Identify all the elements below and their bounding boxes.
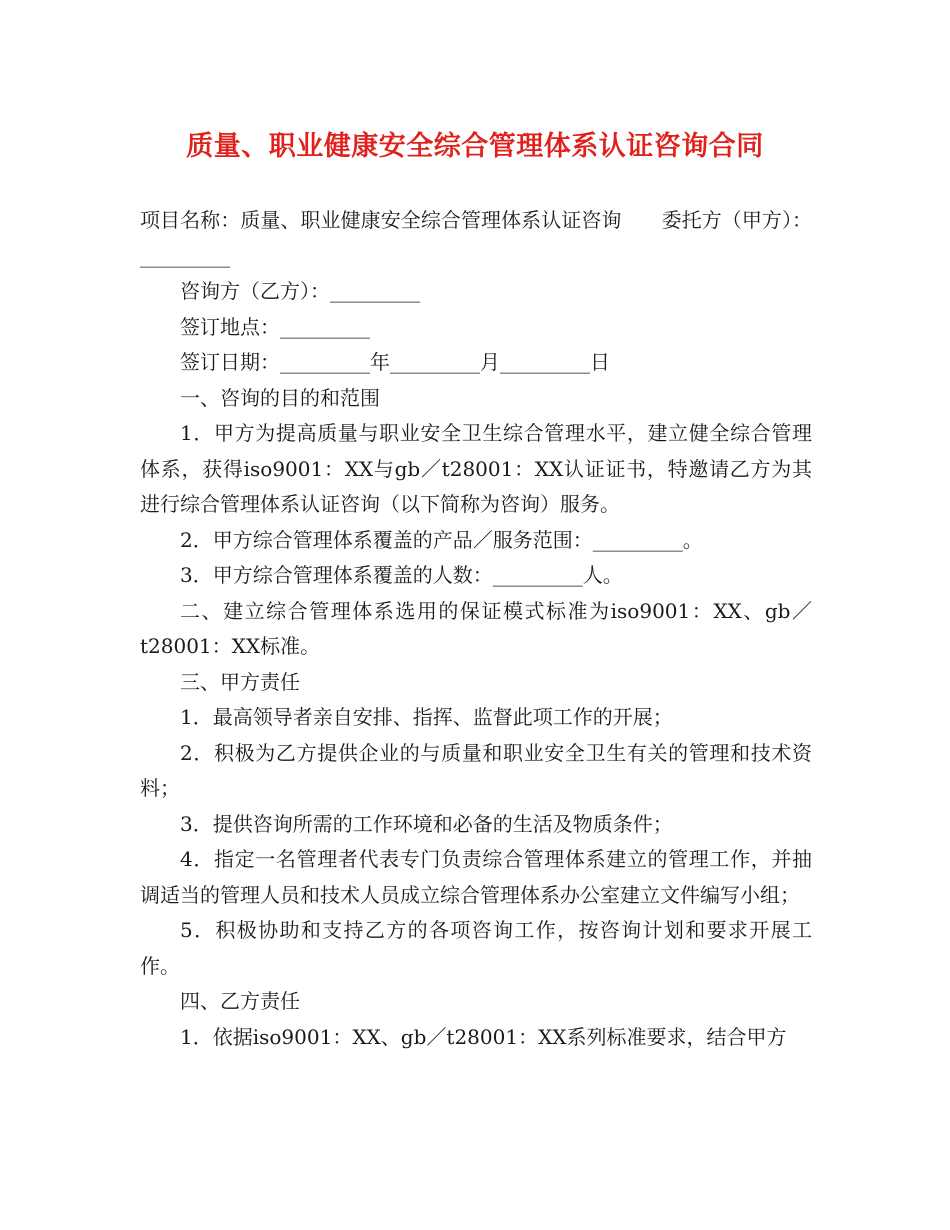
paragraph-4-1: 1．依据iso9001：XX、gb／t28001：XX系列标准要求，结合甲方 <box>180 1024 787 1049</box>
section-heading-3: 三、甲方责任 <box>180 669 300 694</box>
paragraph-1-2: 2．甲方综合管理体系覆盖的产品／服务范围：_________。 <box>180 527 703 552</box>
paragraph-project-name: 项目名称：质量、职业健康安全综合管理体系认证咨询 委托方（甲方）：_________ <box>140 208 812 268</box>
section-heading-1: 一、咨询的目的和范围 <box>180 385 380 410</box>
paragraph-3-4: 4．指定一名管理者代表专门负责综合管理体系建立的管理工作，并抽调适当的管理人员和技术人员成立综合管理体系办公室建立文件编写小组； <box>140 847 812 907</box>
paragraph-consultant: 咨询方（乙方）：_________ <box>180 279 420 303</box>
paragraph-1-3: 3．甲方综合管理体系覆盖的人数：_________人。 <box>180 563 623 587</box>
paragraph-sign-date: 签订日期：_________年_________月_________日 <box>180 350 610 374</box>
section-heading-4: 四、乙方责任 <box>180 989 300 1013</box>
document-body <box>140 203 812 1055</box>
section-heading-2: 二、建立综合管理体系选用的保证模式标准为iso9001：XX、gb／t28001：XX标准。 <box>140 598 812 658</box>
paragraph-3-2: 2．积极为乙方提供企业的与质量和职业安全卫生有关的管理和技术资料； <box>140 740 812 800</box>
paragraph-1-1: 1．甲方为提高质量与职业安全卫生综合管理水平，建立健全综合管理体系，获得iso9001：XX与gb／t28001：XX认证证书，特邀请乙方为其进行综合管理体系认证咨询（以下简称为咨询）服务。 <box>140 421 812 516</box>
document-title: 质量、职业健康安全综合管理体系认证咨询合同 <box>186 131 764 162</box>
paragraph-sign-place: 签订地点：_________ <box>180 314 370 339</box>
paragraph-3-3: 3．提供咨询所需的工作环境和必备的生活及物质条件； <box>180 811 673 836</box>
paragraph-3-1: 1．最高领导者亲自安排、指挥、监督此项工作的开展； <box>180 705 673 729</box>
paragraph-3-5: 5．积极协助和支持乙方的各项咨询工作，按咨询计划和要求开展工作。 <box>140 918 812 978</box>
